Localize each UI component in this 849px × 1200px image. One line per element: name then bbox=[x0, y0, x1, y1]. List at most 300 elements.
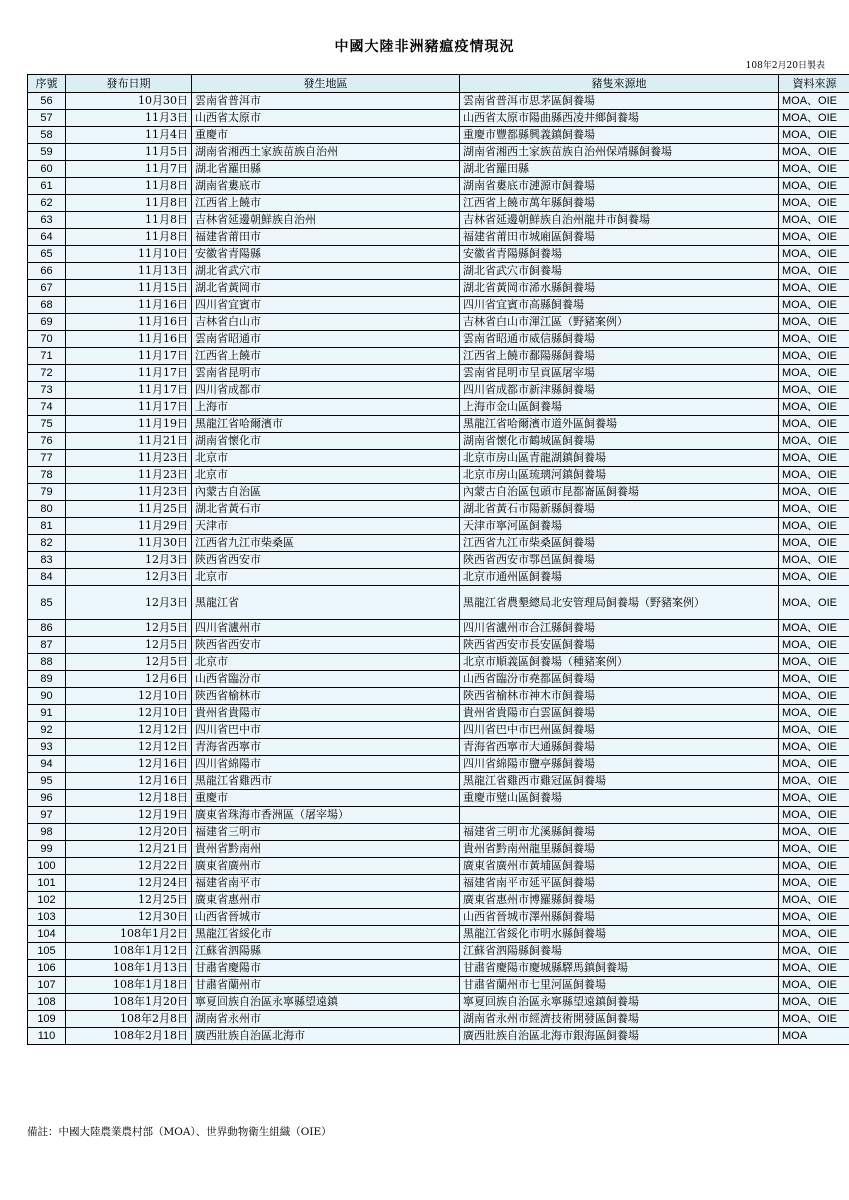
cell-seq: 95 bbox=[28, 773, 66, 790]
cell-source: MOA、OIE bbox=[779, 739, 849, 756]
cell-region: 四川省瀘州市 bbox=[192, 620, 460, 637]
cell-seq: 96 bbox=[28, 790, 66, 807]
cell-source: MOA、OIE bbox=[779, 994, 849, 1011]
cell-farm: 甘肅省慶陽市慶城縣驛馬鎮飼養場 bbox=[460, 960, 779, 977]
cell-region: 福建省莆田市 bbox=[192, 229, 460, 246]
cell-seq: 75 bbox=[28, 416, 66, 433]
cell-farm: 湖南省湘西土家族苗族自治州保靖縣飼養場 bbox=[460, 144, 779, 161]
header-farm: 豬隻來源地 bbox=[460, 75, 779, 93]
cell-region: 天津市 bbox=[192, 518, 460, 535]
cell-seq: 65 bbox=[28, 246, 66, 263]
cell-region: 江西省上饒市 bbox=[192, 348, 460, 365]
cell-date: 12月12日 bbox=[66, 722, 192, 739]
header-region: 發生地區 bbox=[192, 75, 460, 93]
cell-source: MOA、OIE bbox=[779, 178, 849, 195]
cell-seq: 88 bbox=[28, 654, 66, 671]
cell-farm: 湖北省武穴市飼養場 bbox=[460, 263, 779, 280]
cell-source: MOA、OIE bbox=[779, 229, 849, 246]
table-row bbox=[28, 943, 849, 960]
cell-farm: 山西省太原市陽曲縣西凌井鄉飼養場 bbox=[460, 110, 779, 127]
cell-date: 11月29日 bbox=[66, 518, 192, 535]
cell-region: 湖南省婁底市 bbox=[192, 178, 460, 195]
cell-region: 黑龍江省哈爾濱市 bbox=[192, 416, 460, 433]
cell-date: 12月12日 bbox=[66, 739, 192, 756]
cell-farm: 貴州省貴陽市白雲區飼養場 bbox=[460, 705, 779, 722]
cell-seq: 81 bbox=[28, 518, 66, 535]
cell-seq: 70 bbox=[28, 331, 66, 348]
cell-seq: 90 bbox=[28, 688, 66, 705]
table-row bbox=[28, 552, 849, 569]
cell-farm: 四川省成都市新津縣飼養場 bbox=[460, 382, 779, 399]
cell-source: MOA、OIE bbox=[779, 535, 849, 552]
cell-source: MOA、OIE bbox=[779, 501, 849, 518]
cell-farm: 北京市房山區青龍湖鎮飼養場 bbox=[460, 450, 779, 467]
cell-date: 11月21日 bbox=[66, 433, 192, 450]
cell-seq: 100 bbox=[28, 858, 66, 875]
cell-date: 12月19日 bbox=[66, 807, 192, 824]
cell-source: MOA、OIE bbox=[779, 858, 849, 875]
cell-seq: 56 bbox=[28, 93, 66, 110]
cell-region: 湖北省黃石市 bbox=[192, 501, 460, 518]
table-row bbox=[28, 756, 849, 773]
table-row bbox=[28, 246, 849, 263]
cell-farm: 陝西省西安市鄠邑區飼養場 bbox=[460, 552, 779, 569]
cell-source: MOA、OIE bbox=[779, 467, 849, 484]
cell-seq: 57 bbox=[28, 110, 66, 127]
cell-region: 北京市 bbox=[192, 569, 460, 586]
cell-source: MOA、OIE bbox=[779, 892, 849, 909]
cell-date: 11月5日 bbox=[66, 144, 192, 161]
cell-source: MOA、OIE bbox=[779, 331, 849, 348]
cell-date: 11月13日 bbox=[66, 263, 192, 280]
cell-farm: 江西省九江市柴桑區飼養場 bbox=[460, 535, 779, 552]
table-row bbox=[28, 297, 849, 314]
cell-date: 11月17日 bbox=[66, 382, 192, 399]
table-body bbox=[28, 93, 849, 1045]
cell-date: 11月23日 bbox=[66, 484, 192, 501]
cell-farm: 江西省上饒市鄱陽縣飼養場 bbox=[460, 348, 779, 365]
cell-seq: 93 bbox=[28, 739, 66, 756]
table-row bbox=[28, 705, 849, 722]
cell-date: 12月20日 bbox=[66, 824, 192, 841]
table-row bbox=[28, 484, 849, 501]
cell-source: MOA、OIE bbox=[779, 875, 849, 892]
table-row bbox=[28, 280, 849, 297]
cell-source: MOA、OIE bbox=[779, 654, 849, 671]
table-row bbox=[28, 195, 849, 212]
cell-region: 湖北省羅田縣 bbox=[192, 161, 460, 178]
cell-source: MOA、OIE bbox=[779, 807, 849, 824]
cell-farm: 福建省莆田市城廂區飼養場 bbox=[460, 229, 779, 246]
cell-seq: 85 bbox=[28, 586, 66, 620]
table-row bbox=[28, 824, 849, 841]
cell-seq: 69 bbox=[28, 314, 66, 331]
table-row bbox=[28, 178, 849, 195]
page-title: 中國大陸非洲豬瘟疫情現況 bbox=[334, 39, 515, 55]
table-row bbox=[28, 977, 849, 994]
cell-farm: 山西省晉城市澤州縣飼養場 bbox=[460, 909, 779, 926]
cell-farm: 吉林省延邊朝鮮族自治州龍井市飼養場 bbox=[460, 212, 779, 229]
cell-seq: 86 bbox=[28, 620, 66, 637]
cell-farm: 雲南省昭通市威信縣飼養場 bbox=[460, 331, 779, 348]
cell-region: 北京市 bbox=[192, 467, 460, 484]
cell-seq: 80 bbox=[28, 501, 66, 518]
cell-date: 108年1月12日 bbox=[66, 943, 192, 960]
cell-region: 陝西省西安市 bbox=[192, 637, 460, 654]
cell-region: 廣東省廣州市 bbox=[192, 858, 460, 875]
cell-seq: 72 bbox=[28, 365, 66, 382]
table-row bbox=[28, 790, 849, 807]
cell-date: 12月16日 bbox=[66, 756, 192, 773]
table-row bbox=[28, 144, 849, 161]
cell-seq: 101 bbox=[28, 875, 66, 892]
cell-source: MOA、OIE bbox=[779, 450, 849, 467]
cell-source: MOA、OIE bbox=[779, 433, 849, 450]
cell-date: 11月8日 bbox=[66, 195, 192, 212]
cell-region: 甘肅省慶陽市 bbox=[192, 960, 460, 977]
cell-source: MOA、OIE bbox=[779, 365, 849, 382]
cell-date: 12月16日 bbox=[66, 773, 192, 790]
cell-region: 湖南省永州市 bbox=[192, 1011, 460, 1028]
cell-source: MOA、OIE bbox=[779, 926, 849, 943]
cell-region: 重慶市 bbox=[192, 790, 460, 807]
cell-date: 12月3日 bbox=[66, 569, 192, 586]
cell-farm: 雲南省昆明市呈貢區屠宰場 bbox=[460, 365, 779, 382]
cell-region: 青海省西寧市 bbox=[192, 739, 460, 756]
cell-date: 11月23日 bbox=[66, 450, 192, 467]
cell-region: 廣東省珠海市香洲區（屠宰場） bbox=[192, 807, 460, 824]
cell-source: MOA、OIE bbox=[779, 212, 849, 229]
cell-source: MOA、OIE bbox=[779, 705, 849, 722]
table-row bbox=[28, 93, 849, 110]
cell-farm: 湖南省婁底市漣源市飼養場 bbox=[460, 178, 779, 195]
cell-region: 雲南省昆明市 bbox=[192, 365, 460, 382]
cell-date: 12月22日 bbox=[66, 858, 192, 875]
cell-region: 黑龍江省綏化市 bbox=[192, 926, 460, 943]
table-row bbox=[28, 450, 849, 467]
cell-region: 福建省南平市 bbox=[192, 875, 460, 892]
cell-date: 11月16日 bbox=[66, 314, 192, 331]
cell-source: MOA、OIE bbox=[779, 110, 849, 127]
table-row bbox=[28, 331, 849, 348]
table-row bbox=[28, 892, 849, 909]
cell-date: 12月10日 bbox=[66, 688, 192, 705]
cell-region: 吉林省延邊朝鮮族自治州 bbox=[192, 212, 460, 229]
table-row bbox=[28, 110, 849, 127]
cell-date: 12月18日 bbox=[66, 790, 192, 807]
cell-seq: 59 bbox=[28, 144, 66, 161]
cell-seq: 64 bbox=[28, 229, 66, 246]
cell-source: MOA、OIE bbox=[779, 790, 849, 807]
cell-region: 四川省綿陽市 bbox=[192, 756, 460, 773]
cell-source: MOA、OIE bbox=[779, 263, 849, 280]
cell-region: 福建省三明市 bbox=[192, 824, 460, 841]
table-row bbox=[28, 416, 849, 433]
cell-date: 108年2月8日 bbox=[66, 1011, 192, 1028]
table-row bbox=[28, 671, 849, 688]
cell-region: 寧夏回族自治區永寧縣望遠鎮 bbox=[192, 994, 460, 1011]
cell-date: 11月8日 bbox=[66, 229, 192, 246]
table-row bbox=[28, 212, 849, 229]
cell-source: MOA、OIE bbox=[779, 144, 849, 161]
cell-source: MOA、OIE bbox=[779, 382, 849, 399]
cell-date: 11月4日 bbox=[66, 127, 192, 144]
cell-region: 四川省宜賓市 bbox=[192, 297, 460, 314]
cell-farm: 黑龍江省農墾總局北安管理局飼養場（野豬案例） bbox=[460, 586, 779, 620]
cell-date: 11月7日 bbox=[66, 161, 192, 178]
table-row bbox=[28, 382, 849, 399]
cell-source: MOA、OIE bbox=[779, 620, 849, 637]
cell-seq: 102 bbox=[28, 892, 66, 909]
cell-farm: 江西省上饒市萬年縣飼養場 bbox=[460, 195, 779, 212]
cell-date: 12月30日 bbox=[66, 909, 192, 926]
table-row bbox=[28, 263, 849, 280]
cell-source: MOA、OIE bbox=[779, 909, 849, 926]
cell-source: MOA、OIE bbox=[779, 637, 849, 654]
table-row bbox=[28, 229, 849, 246]
cell-farm: 四川省綿陽市鹽亭縣飼養場 bbox=[460, 756, 779, 773]
cell-farm: 黑龍江省綏化市明水縣飼養場 bbox=[460, 926, 779, 943]
cell-farm: 黑龍江省哈爾濱市道外區飼養場 bbox=[460, 416, 779, 433]
cell-source: MOA、OIE bbox=[779, 93, 849, 110]
header-seq: 序號 bbox=[28, 75, 66, 93]
cell-date: 12月5日 bbox=[66, 654, 192, 671]
table-row bbox=[28, 654, 849, 671]
table-row bbox=[28, 586, 849, 620]
table-row bbox=[28, 875, 849, 892]
header-date: 發布日期 bbox=[66, 75, 192, 93]
cell-source: MOA、OIE bbox=[779, 756, 849, 773]
table-row bbox=[28, 926, 849, 943]
cell-source: MOA、OIE bbox=[779, 195, 849, 212]
cell-date: 108年1月13日 bbox=[66, 960, 192, 977]
cell-source: MOA、OIE bbox=[779, 977, 849, 994]
table-row bbox=[28, 688, 849, 705]
cell-date: 11月15日 bbox=[66, 280, 192, 297]
cell-region: 雲南省昭通市 bbox=[192, 331, 460, 348]
cell-farm: 湖北省黃石市陽新縣飼養場 bbox=[460, 501, 779, 518]
table-row bbox=[28, 722, 849, 739]
cell-farm: 青海省西寧市大通縣飼養場 bbox=[460, 739, 779, 756]
cell-region: 湖南省湘西土家族苗族自治州 bbox=[192, 144, 460, 161]
cell-farm: 黑龍江省雞西市雞冠區飼養場 bbox=[460, 773, 779, 790]
table-row bbox=[28, 1011, 849, 1028]
cell-date: 11月3日 bbox=[66, 110, 192, 127]
cell-seq: 107 bbox=[28, 977, 66, 994]
table-row bbox=[28, 994, 849, 1011]
cell-seq: 103 bbox=[28, 909, 66, 926]
table-row bbox=[28, 739, 849, 756]
cell-farm: 江蘇省泗陽縣飼養場 bbox=[460, 943, 779, 960]
cell-region: 甘肅省蘭州市 bbox=[192, 977, 460, 994]
cell-region: 湖北省武穴市 bbox=[192, 263, 460, 280]
cell-region: 黑龍江省雞西市 bbox=[192, 773, 460, 790]
cell-region: 廣西壯族自治區北海市 bbox=[192, 1028, 460, 1045]
cell-seq: 66 bbox=[28, 263, 66, 280]
cell-region: 北京市 bbox=[192, 654, 460, 671]
cell-source: MOA、OIE bbox=[779, 280, 849, 297]
table-row bbox=[28, 127, 849, 144]
cell-farm: 陝西省榆林市神木市飼養場 bbox=[460, 688, 779, 705]
table-row bbox=[28, 535, 849, 552]
cell-seq: 67 bbox=[28, 280, 66, 297]
cell-farm: 四川省宜賓市高縣飼養場 bbox=[460, 297, 779, 314]
cell-source: MOA、OIE bbox=[779, 348, 849, 365]
table-row bbox=[28, 909, 849, 926]
cell-region: 上海市 bbox=[192, 399, 460, 416]
cell-source: MOA、OIE bbox=[779, 314, 849, 331]
cell-farm: 甘肅省蘭州市七里河區飼養場 bbox=[460, 977, 779, 994]
cell-farm bbox=[460, 807, 779, 824]
cell-source: MOA、OIE bbox=[779, 688, 849, 705]
cell-region: 江蘇省泗陽縣 bbox=[192, 943, 460, 960]
cell-farm: 重慶市豐都縣興義鎮飼養場 bbox=[460, 127, 779, 144]
cell-seq: 60 bbox=[28, 161, 66, 178]
cell-date: 11月19日 bbox=[66, 416, 192, 433]
cell-seq: 62 bbox=[28, 195, 66, 212]
table-row bbox=[28, 348, 849, 365]
cell-date: 12月6日 bbox=[66, 671, 192, 688]
cell-region: 山西省晉城市 bbox=[192, 909, 460, 926]
cell-date: 12月25日 bbox=[66, 892, 192, 909]
cell-seq: 76 bbox=[28, 433, 66, 450]
table-row bbox=[28, 365, 849, 382]
table-row bbox=[28, 960, 849, 977]
cell-farm: 北京市房山區琉璃河鎮飼養場 bbox=[460, 467, 779, 484]
cell-seq: 71 bbox=[28, 348, 66, 365]
table-row bbox=[28, 841, 849, 858]
table-row bbox=[28, 1028, 849, 1045]
cell-source: MOA、OIE bbox=[779, 943, 849, 960]
cell-region: 陝西省西安市 bbox=[192, 552, 460, 569]
cell-date: 11月8日 bbox=[66, 178, 192, 195]
cell-seq: 98 bbox=[28, 824, 66, 841]
cell-date: 12月3日 bbox=[66, 586, 192, 620]
cell-source: MOA、OIE bbox=[779, 569, 849, 586]
cell-date: 108年1月18日 bbox=[66, 977, 192, 994]
table-row bbox=[28, 620, 849, 637]
table-row bbox=[28, 433, 849, 450]
cell-seq: 58 bbox=[28, 127, 66, 144]
cell-date: 11月17日 bbox=[66, 365, 192, 382]
cell-date: 11月17日 bbox=[66, 399, 192, 416]
cell-date: 11月8日 bbox=[66, 212, 192, 229]
cell-farm: 四川省巴中市巴州區飼養場 bbox=[460, 722, 779, 739]
cell-region: 湖北省黃岡市 bbox=[192, 280, 460, 297]
table-row bbox=[28, 399, 849, 416]
cell-seq: 97 bbox=[28, 807, 66, 824]
cell-region: 江西省上饒市 bbox=[192, 195, 460, 212]
cell-farm: 安徽省青陽縣飼養場 bbox=[460, 246, 779, 263]
cell-region: 安徽省青陽縣 bbox=[192, 246, 460, 263]
cell-farm: 天津市寧河區飼養場 bbox=[460, 518, 779, 535]
cell-region: 湖南省懷化市 bbox=[192, 433, 460, 450]
cell-farm: 貴州省黔南州龍里縣飼養場 bbox=[460, 841, 779, 858]
cell-source: MOA、OIE bbox=[779, 127, 849, 144]
cell-seq: 77 bbox=[28, 450, 66, 467]
cell-date: 11月10日 bbox=[66, 246, 192, 263]
cell-region: 北京市 bbox=[192, 450, 460, 467]
cell-source: MOA、OIE bbox=[779, 484, 849, 501]
cell-seq: 79 bbox=[28, 484, 66, 501]
cell-region: 廣東省惠州市 bbox=[192, 892, 460, 909]
cell-region: 重慶市 bbox=[192, 127, 460, 144]
cell-farm: 內蒙古自治區包頭市昆都崙區飼養場 bbox=[460, 484, 779, 501]
cell-region: 山西省臨汾市 bbox=[192, 671, 460, 688]
cell-seq: 104 bbox=[28, 926, 66, 943]
cell-farm: 北京市通州區飼養場 bbox=[460, 569, 779, 586]
table-row bbox=[28, 518, 849, 535]
cell-date: 12月5日 bbox=[66, 637, 192, 654]
cell-source: MOA、OIE bbox=[779, 552, 849, 569]
cell-source: MOA、OIE bbox=[779, 824, 849, 841]
cell-farm: 湖南省懷化市鶴城區飼養場 bbox=[460, 433, 779, 450]
cell-seq: 78 bbox=[28, 467, 66, 484]
cell-farm: 廣東省廣州市黃埔區飼養場 bbox=[460, 858, 779, 875]
cell-seq: 110 bbox=[28, 1028, 66, 1045]
cell-source: MOA、OIE bbox=[779, 297, 849, 314]
table-row bbox=[28, 773, 849, 790]
cell-region: 吉林省白山市 bbox=[192, 314, 460, 331]
cell-date: 12月21日 bbox=[66, 841, 192, 858]
cell-date: 108年1月2日 bbox=[66, 926, 192, 943]
cell-farm: 吉林省白山市渾江區（野豬案例） bbox=[460, 314, 779, 331]
table-row bbox=[28, 314, 849, 331]
cell-seq: 61 bbox=[28, 178, 66, 195]
cell-region: 陝西省榆林市 bbox=[192, 688, 460, 705]
cell-source: MOA、OIE bbox=[779, 161, 849, 178]
cell-date: 11月25日 bbox=[66, 501, 192, 518]
cell-farm: 湖北省黃岡市浠水縣飼養場 bbox=[460, 280, 779, 297]
cell-farm: 湖南省永州市經濟技術開發區飼養場 bbox=[460, 1011, 779, 1028]
cell-seq: 84 bbox=[28, 569, 66, 586]
cell-seq: 94 bbox=[28, 756, 66, 773]
table-row bbox=[28, 501, 849, 518]
table-row bbox=[28, 858, 849, 875]
cell-date: 12月24日 bbox=[66, 875, 192, 892]
cell-region: 內蒙古自治區 bbox=[192, 484, 460, 501]
cell-date: 11月17日 bbox=[66, 348, 192, 365]
cell-seq: 63 bbox=[28, 212, 66, 229]
cell-seq: 74 bbox=[28, 399, 66, 416]
cell-seq: 106 bbox=[28, 960, 66, 977]
cell-farm: 陝西省西安市長安區飼養場 bbox=[460, 637, 779, 654]
cell-region: 山西省太原市 bbox=[192, 110, 460, 127]
cell-source: MOA、OIE bbox=[779, 416, 849, 433]
cell-source: MOA、OIE bbox=[779, 246, 849, 263]
cell-source: MOA bbox=[779, 1028, 849, 1045]
cell-region: 四川省成都市 bbox=[192, 382, 460, 399]
cell-date: 12月10日 bbox=[66, 705, 192, 722]
cell-date: 108年1月20日 bbox=[66, 994, 192, 1011]
cell-farm: 湖北省羅田縣 bbox=[460, 161, 779, 178]
table-header-row bbox=[28, 75, 849, 93]
cell-source: MOA、OIE bbox=[779, 773, 849, 790]
header-source: 資料來源 bbox=[779, 75, 849, 93]
cell-date: 108年2月18日 bbox=[66, 1028, 192, 1045]
cell-date: 10月30日 bbox=[66, 93, 192, 110]
cell-source: MOA、OIE bbox=[779, 518, 849, 535]
cell-seq: 83 bbox=[28, 552, 66, 569]
cell-source: MOA、OIE bbox=[779, 960, 849, 977]
table-row bbox=[28, 467, 849, 484]
cell-date: 12月3日 bbox=[66, 552, 192, 569]
cell-date: 11月30日 bbox=[66, 535, 192, 552]
cell-source: MOA、OIE bbox=[779, 1011, 849, 1028]
cell-farm: 廣西壯族自治區北海市銀海區飼養場 bbox=[460, 1028, 779, 1045]
cell-farm: 山西省臨汾市堯都區飼養場 bbox=[460, 671, 779, 688]
cell-source: MOA、OIE bbox=[779, 586, 849, 620]
